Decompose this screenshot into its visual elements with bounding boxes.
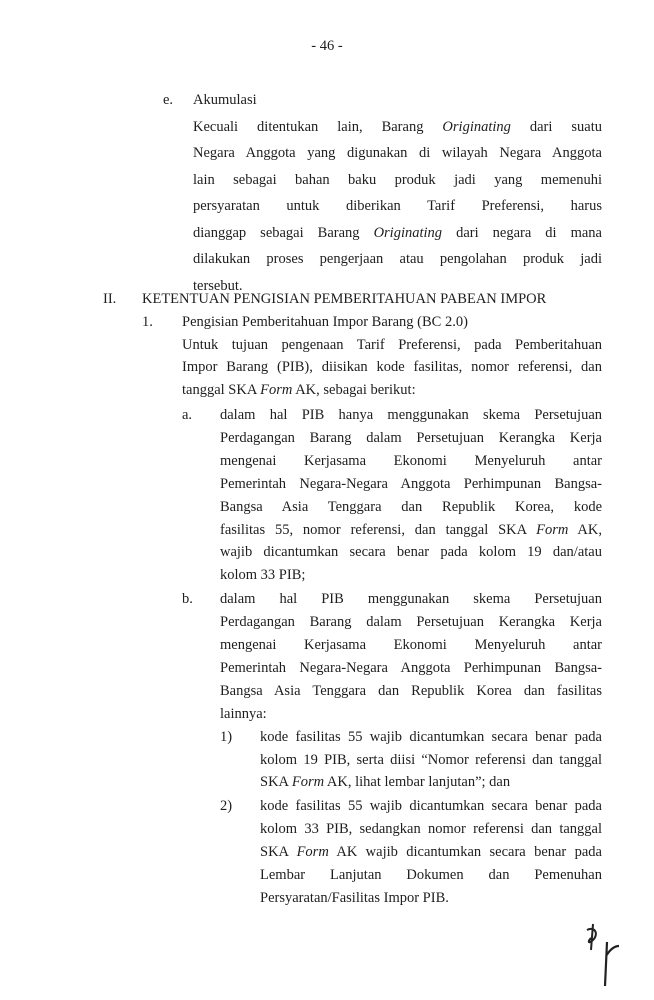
list-marker: 1. — [142, 314, 153, 330]
list-marker: a. — [182, 407, 193, 423]
text-line — [220, 405, 602, 425]
text-segment: kolom 33 PIB, sedangkan nomor referensi dan tanggal — [260, 821, 602, 837]
text-segment: mengenai Kerjasama Ekonomi Menyeluruh antar — [220, 636, 602, 653]
text-line — [260, 727, 602, 747]
text-segment: dalam hal PIB hanya menggunakan skema Persetujuan — [220, 407, 602, 423]
text-line — [193, 170, 602, 190]
text-line — [193, 117, 602, 137]
italic-term: Form — [536, 521, 569, 538]
text-line — [193, 143, 602, 163]
text-line — [220, 474, 602, 494]
italic-term: Originating — [373, 224, 443, 241]
text-segment: Bangsa Asia Tenggara dan Republik Korea dan fasilitas — [220, 682, 602, 699]
text-segment: SKA — [260, 774, 292, 791]
list-marker: 1) — [220, 729, 233, 745]
text-line — [260, 772, 602, 792]
text-line — [220, 704, 602, 724]
text-segment: wajib dicantumkan secara benar pada kolom 19 dan/atau — [220, 544, 602, 561]
text-line — [220, 589, 602, 609]
text-segment: Perdagangan Barang dalam Persetujuan Kerangka Kerja — [220, 429, 602, 446]
text-line — [220, 542, 602, 562]
text-line — [260, 819, 602, 839]
text-line — [182, 380, 602, 400]
text-line — [182, 357, 602, 377]
text-segment: dilakukan proses pengerjaan atau pengolahan produk jadi — [193, 251, 602, 267]
text-segment: Pemerintah Negara-Negara Anggota Perhimpunan Bangsa- — [220, 475, 602, 492]
text-segment: dianggap sebagai Barang — [193, 224, 374, 241]
text-segment: Negara Anggota yang digunakan di wilayah Negara Anggota — [193, 145, 602, 161]
text-line — [182, 335, 602, 355]
text-segment: SKA — [260, 844, 297, 860]
text-segment: AK, — [568, 521, 602, 538]
text-segment: lainnya: — [220, 705, 267, 722]
text-line — [260, 750, 602, 770]
text-segment: dari negara di mana — [442, 224, 602, 241]
text-segment: AK, lihat lembar lanjutan”; dan — [324, 774, 511, 791]
text-line — [220, 520, 602, 540]
text-segment: Pemerintah Negara-Negara Anggota Perhimpunan Bangsa- — [220, 659, 602, 676]
italic-term: Originating — [442, 118, 511, 135]
text-line — [220, 451, 602, 471]
text-line — [220, 612, 602, 632]
text-line — [193, 249, 602, 269]
text-line — [220, 428, 602, 448]
text-line — [182, 312, 602, 332]
italic-term: Form — [296, 844, 329, 860]
text-segment: Akumulasi — [193, 92, 257, 108]
text-segment: kode fasilitas 55 wajib dicantumkan secara benar pada — [260, 798, 602, 814]
text-segment: tanggal SKA — [182, 382, 261, 399]
text-segment: Perdagangan Barang dalam Persetujuan Kerangka Kerja — [220, 613, 602, 630]
text-line — [220, 658, 602, 678]
text-segment: Kecuali ditentukan lain, Barang — [193, 118, 443, 135]
list-marker: b. — [182, 591, 193, 607]
list-marker: II. — [103, 291, 117, 307]
text-segment: mengenai Kerjasama Ekonomi Menyeluruh antar — [220, 452, 602, 469]
text-line — [260, 842, 602, 862]
text-line — [260, 796, 602, 816]
text-segment: AK, sebagai berikut: — [292, 382, 416, 399]
text-line — [220, 497, 602, 517]
text-line — [220, 565, 602, 585]
text-segment: kolom 33 PIB; — [220, 567, 306, 584]
text-segment: dalam hal PIB menggunakan skema Persetujuan — [220, 591, 602, 607]
text-segment: KETENTUAN PENGISIAN PEMBERITAHUAN PABEAN IMPOR — [142, 291, 547, 307]
text-segment: kolom 19 PIB, serta diisi “Nomor referensi dan tanggal — [260, 751, 602, 768]
text-segment: fasilitas 55, nomor referensi, dan tanggal SKA — [220, 521, 537, 538]
text-line — [260, 865, 602, 885]
page-number: - 46 - — [311, 38, 343, 54]
text-segment: AK wajib dicantumkan secara benar pada — [328, 844, 602, 860]
text-line — [193, 196, 602, 216]
text-line — [220, 681, 602, 701]
text-segment: Persyaratan/Fasilitas Impor PIB. — [260, 890, 449, 906]
text-segment: dari suatu — [510, 118, 602, 135]
text-segment: lain sebagai bahan baku produk jadi yang memenuhi — [193, 171, 602, 188]
text-line — [260, 888, 602, 908]
text-segment: Bangsa Asia Tenggara dan Republik Korea, kode — [220, 498, 602, 515]
text-segment: Lembar Lanjutan Dokumen dan Pemenuhan — [260, 867, 602, 883]
text-segment: kode fasilitas 55 wajib dicantumkan secara benar pada — [260, 729, 602, 745]
text-segment: Impor Barang (PIB), diisikan kode fasilitas, nomor referensi, dan — [182, 359, 602, 376]
text-segment: Pengisian Pemberitahuan Impor Barang (BC 2.0) — [182, 314, 468, 330]
signature-initials — [585, 920, 645, 990]
list-marker: e. — [163, 92, 174, 108]
text-line — [220, 635, 602, 655]
text-segment: Untuk tujuan pengenaan Tarif Preferensi, pada Pemberitahuan — [182, 336, 602, 353]
text-line — [142, 289, 602, 309]
text-line — [193, 223, 602, 243]
text-segment: persyaratan untuk diberikan Tarif Preferensi, harus — [193, 198, 602, 214]
italic-term: Form — [291, 774, 325, 791]
text-line — [193, 90, 602, 110]
italic-term: Form — [260, 382, 293, 399]
text-segment: tersebut. — [193, 277, 243, 294]
list-marker: 2) — [220, 798, 233, 814]
